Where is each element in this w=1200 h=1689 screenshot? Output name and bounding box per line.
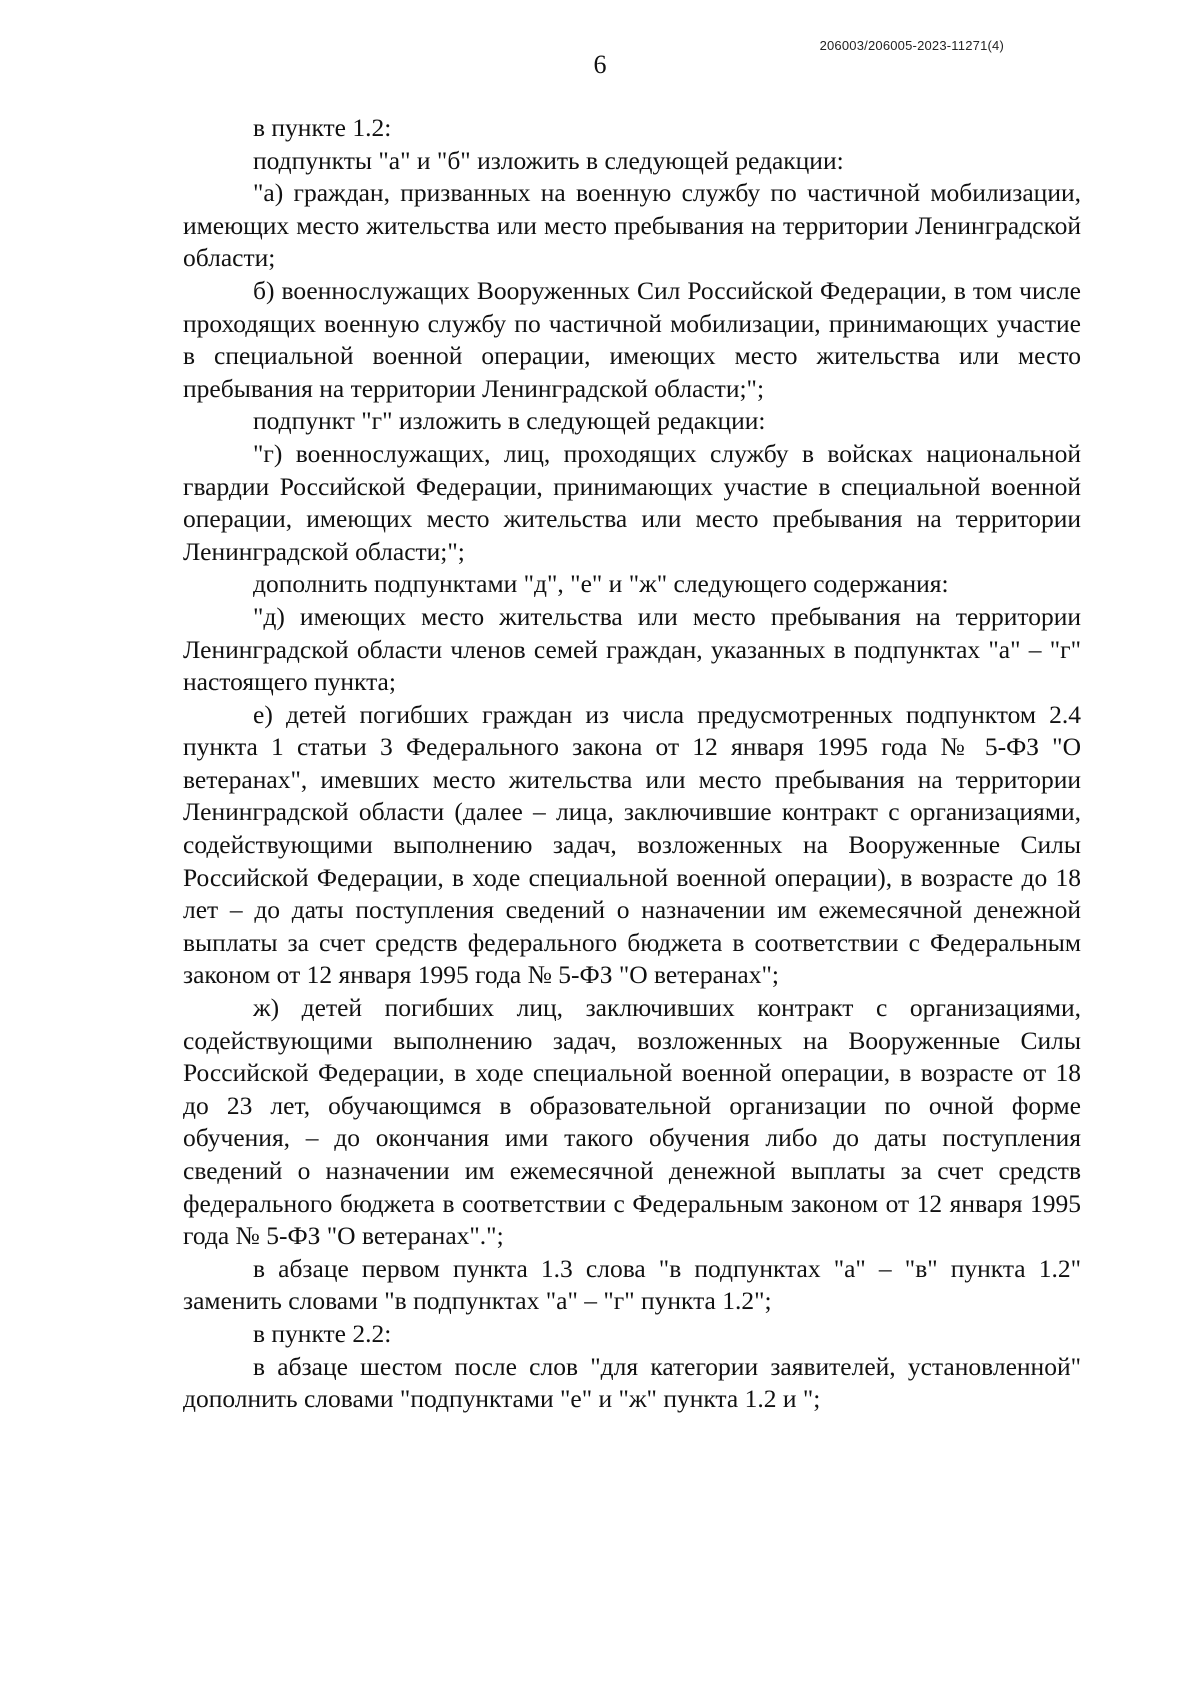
paragraph: подпункт "г" изложить в следующей редакции:	[253, 406, 766, 436]
paragraph: е) детей погибших граждан из числа предусмотренных подпунктом 2.4 пункта 1 статьи 3 Федерального закона от 12 января 1995 года № 5-ФЗ "О ветеранах", имевших место жительства или место пребывания на территории Ленинградской области (далее – лица, заключившие контракт с организациями, содействующими выполнению задач, возложенных на Вооруженные Силы Российской Федерации, в ходе специальной военной операции), в возрасте до 18 лет – до даты поступления сведений о назначении им ежемесячной денежной выплаты за счет средств федерального бюджета в соответствии с Федеральным законом от 12 января 1995 года № 5-ФЗ "О ветеранах";	[183, 699, 1081, 990]
paragraph: в абзаце первом пункта 1.3 слова "в подпунктах "а" – "в" пункта 1.2" заменить словами "в подпунктах "а" – "г" пункта 1.2";	[183, 1253, 1081, 1316]
paragraph: в абзаце шестом после слов "для категории заявителей, установленной" дополнить словами "подпунктами "е" и "ж" пункта 1.2 и ";	[183, 1351, 1081, 1414]
paragraph: ж) детей погибших лиц, заключивших контракт с организациями, содействующими выполнению задач, возложенных на Вооруженные Силы Российской Федерации, в ходе специальной военной операции, в возрасте от 18 до 23 лет, обучающимся в образовательной организации по очной форме обучения, – до окончания ими такого обучения либо до даты поступления сведений о назначении им ежемесячной денежной выплаты за счет средств федерального бюджета в соответствии с Федеральным законом от 12 января 1995 года № 5-ФЗ "О ветеранах".";	[183, 993, 1081, 1251]
paragraph: "г) военнослужащих, лиц, проходящих службу в войсках национальной гвардии Российской Федерации, принимающих участие в специальной военной операции, имеющих место жительства или место пребывания на территории Ленинградской области;";	[183, 438, 1081, 566]
document-body	[183, 112, 1081, 1416]
paragraph: в пункте 2.2:	[253, 1318, 392, 1348]
document-code: 206003/206005-2023-11271(4)	[819, 38, 1004, 53]
paragraph: в пункте 1.2:	[253, 113, 392, 142]
page-number: 6	[593, 50, 607, 79]
paragraph: "а) граждан, призванных на военную службу по частичной мобилизации, имеющих место жительства или место пребывания на территории Ленинградской области;	[183, 178, 1081, 273]
paragraph: подпункты "а" и "б" изложить в следующей редакции:	[253, 145, 844, 175]
paragraph: "д) имеющих место жительства или место пребывания на территории Ленинградской области членов семей граждан, указанных в подпунктах "а" – "г" настоящего пункта;	[183, 601, 1081, 697]
paragraph: дополнить подпунктами "д", "е" и "ж" следующего содержания:	[253, 569, 949, 599]
paragraph: б) военнослужащих Вооруженных Сил Российской Федерации, в том числе проходящих военную службу по частичной мобилизации, принимающих участие в специальной военной операции, имеющих место жительства или место пребывания на территории Ленинградской области;";	[183, 275, 1081, 403]
